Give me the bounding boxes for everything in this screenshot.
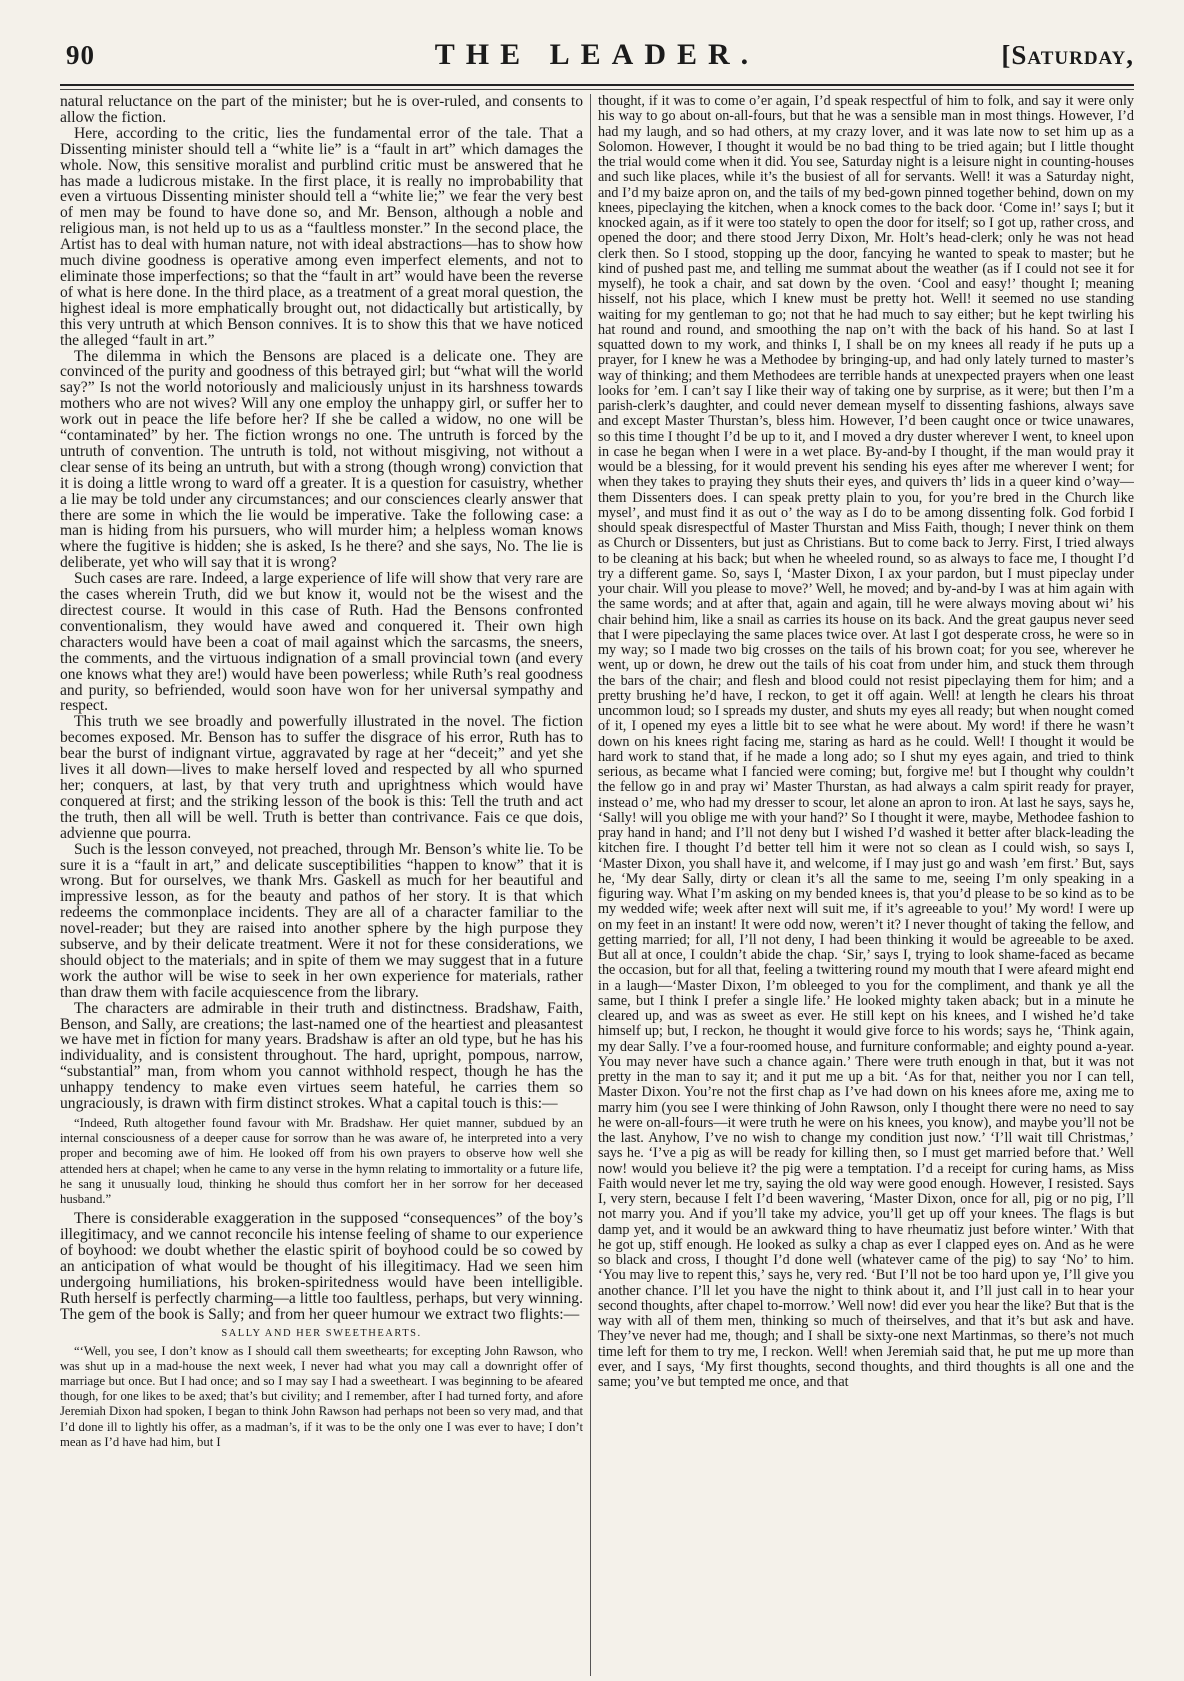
paragraph: This truth we see broadly and powerfully illustrated in the novel. The fiction becomes exposed. Mr. Benson has to suffer the disgrace of his error, Ruth has to bear the burst of indignant virtue, aggravated by rage at her “deceit;” and yet she lives it all down—lives to make herself loved and respected by all who spurned her; conquers, at last, by that very truth and uprightness which would have conquered at first; and the striking lesson of the book is this: Tell the truth and act the truth, then all will be well. Truth is better than contrivance. Fais ce que dois, advienne que pourra.	[60, 713, 583, 842]
paragraph: The characters are admirable in their truth and distinctness. Bradshaw, Faith, Benson, and Sally, are creations; the last-named one of the heartiest and pleasantest we have met in fiction for many years. Bradshaw is after an old type, but he has his individuality, and is consistent throughout. The hard, upright, pompous, narrow, “substantial” man, from whom you cannot withhold respect, though he has the unhappy tendency to make even virtues seem hateful, he carries them so ungraciously, is drawn with firm distinct strokes. What a capital touch is this:—	[60, 999, 583, 1113]
paragraph: Such cases are rare. Indeed, a large experience of life will show that very rare are the cases wherein Truth, did we but know it, would not be the wisest and the directest course. It would in this case of Ruth. Had the Bensons confronted conventionalism, they would have awed and conquered it. Their own high characters would have been a coat of mail against which the sarcasms, the sneers, the comments, and the virtuous indignation of a small provincial town (and every one knows what they are!) would have been powerless; while Ruth’s real goodness and purity, so befriended, would soon have won for her universal sympathy and respect.	[60, 570, 583, 715]
paragraph: thought, if it was to come o’er again, I’d speak respectful of him to folk, and say it were only his way to go about on-all-fours, but that he was a sensible man in most things. However, I’d had my laugh, and so had others, at my crazy lover, and it was late now to set him up as a Solomon. However, I thought it would be no bad thing to be tried again; but I little thought the trial would come when it did. You see, Saturday night is a leisure night in counting-houses and such like places, while it’s the busiest of all for servants. Well! it was a Saturday night, and I’d my baize apron on, and the tails of my bed-gown pinned together behind, down on my knees, pipeclaying the kitchen, when a knock comes to the back door. ‘Come in!’ says I; but it knocked again, as if it were too stately to open the door for itself; so I got up, rather cross, and opened the door; and there stood Jerry Dixon, Mr. Holt’s head-clerk; only he was not head clerk then. So I stood, stopping up the door, fancying he wanted to speak to master; but he kind of pushed past me, and telling me summat about the weather (as if I could not see it for myself), he took a chair, and sat down by the oven. ‘Cool and easy!’ thought I; meaning hisself, not his place, which I knew must be pretty hot. Well! it seemed no use standing waiting for my gentleman to go; not that he had much to say either; but he kept twirling his hat round and round, and smoothing the nap on’t with the back of his hand. So at last I squatted down to my work, and thinks I, I shall be on my knees all ready if he puts up a prayer, for I knew he was a Methodee by bringing-up, and had only lately turned to master’s way of thinking; and them Methodees are terrible hands at unexpected prayers when one least looks for ’em. I can’t say I like their way of taking one by surprise, as it were; but then I’m a parish-clerk’s daughter, and could never demean myself to dissenting fashions, always save and except Master Thurstan’s, bless him. However, I’d been caught once or twice unawares, so this time I thought I’d be up to it, and I moved a dry duster wherever I went, to kneel upon in case he began when I were in a wet place. By-and-by I thought, if the man would pray it would be a blessing, for it would prevent his sending his eyes after me wherever I went; for when they takes to praying they shuts their eyes, and quivers th’ lids in a queer kind o’way—them Dissenters does. I can speak pretty plain to you, for you’re bred in the Church like mysel’, and must find it as out o’ the way as I do to be among dissenting folk. God forbid I should speak disrespectful of Master Thurstan and Miss Faith, though; I never think on them as Church or Dissenters, but just as Christians. But to come back to Jerry. First, I tried always to be cleaning at his back; but when he wheeled round, so as always to face me, I thought I’d try a different game. So, says I, ‘Master Dixon, I ax your pardon, but I must pipeclay under your chair. Will you please to move?’ Well, he moved; and by-and-by I was at him again with the same words; and at after that, again and again, till he were always moving about wi’ his chair behind him, like a snail as carries its house on its back. And the great gaupus never seed that I were pipeclaying the same places twice over. At last I got desperate cross, he were so in my way; so I made two big crosses on the tails of his brown coat; for you see, wherever he went, up or down, he drew out the tails of his coat from under him, and stuck them through the bars of the chair; and flesh and blood could not resist pipeclaying them for him; and a pretty brushing he’d have, I reckon, to get it off again. Well! at length he clears his throat uncommon loud; so I spreads my duster, and shuts my eyes all ready; but when nought comed of it, I opened my eyes a little bit to see what he were about. My word! if there he wasn’t down on his knees right facing me, staring as hard as he could. Well! I thought it would be hard work to stand that, if he made a long ado; so I shut my eyes again, and tried to think serious, as became what I fancied were coming; but, forgive me! but I thought why couldn’t the fellow go in and pray wi’ Master Thurstan, as had always a calm spirit ready for prayer, instead o’ me, who had my dresser to scour, let alone an apron to iron. At last he says, says he, ‘Sally! will you oblige me with your hand?’ So I thought it were, maybe, Methodee fashion to pray hand in hand; and I’ll not deny but I wished I’d washed it better after black-leading the kitchen fire. I thought I’d better tell him it were not so clean as I could wish, so says I, ‘Master Dixon, you shall have it, and welcome, if I may just go and wash ’em first.’ But, says he, ‘My dear Sally, dirty or clean it’s all the same to me, seeing I’m only speaking in a figuring way. What I’m asking on my bended knees is, that you’d please to be so kind as to be my wedded wife; week after next will suit me, if it’s agreeable to you!’ My word! I were up on my feet in an instant! It were odd now, weren’t it? I never thought of taking the fellow, and getting married; for all, I’ll not deny, I had been thinking it would be agreeable to be axed. But all at once, I couldn’t abide the chap. ‘Sir,’ says I, trying to look shame-faced as became the occasion, but for all that, feeling a twittering round my mouth that I were afeard might end in a laugh—‘Master Dixon, I’m obleeged to you for the compliment, and thank ye all the same, but I think I prefer a single life.’ He looked mighty taken aback; but in a minute he cleared up, and was as sweet as ever. He still kept on his knees, and I wished he’d take himself up; but, I reckon, he thought it would give force to his words; says he, ‘Think again, my dear Sally. I’ve a four-roomed house, and furniture conformable; and eighty pound a-year. You may never have such a chance again.’ There were truth enough in that, but it was not pretty in the man to say it; and it put me up a bit. ‘As for that, neither you nor I can tell, Master Dixon. You’re not the first chap as I’ve had down on his knees afore me, axing me to marry him (you see I were thinking of John Rawson, only I thought there were no need to say he were on-all-fours—it were truth he were on his knees, you know), and maybe you’ll not be the last. Anyhow, I’ve no wish to change my condition just now.’ ‘I’ll wait till Christmas,’ says he. ‘I’ve a pig as will be ready for killing then, so I must get married before that.’ Well now! would you believe it? the pig were a temptation. I’d a receipt for curing hams, as Miss Faith would never let me try, saying the old way were good enough. However, I resisted. Says I, very stern, because I felt I’d been wavering, ‘Master Dixon, once for all, pig or no pig, I’ll not marry you. And if you’ll take my advice, you’ll get up off your knees. The flags is but damp yet, and it would be an awkward thing to have rheumatiz just before winter.’ With that he got up, stiff enough. He looked as sulky a chap as ever I clapped eyes on. And as he were so black and cross, I thought I’d done well (whatever came of the pig) to say ‘No’ to him. ‘You may live to repent this,’ says he, very red. ‘But I’ll not be too hard upon ye, I’ll give you another chance. I’ll let you have the night to think about it, and I’ll just call in to hear your second thoughts, after chapel to-morrow.’ Well now! did ever you hear the like? But that is the way with all of them men, thinking so much of theirselves, and that it’s but ask and have. They’ve never had me, though; and I shall be sixty-one next Martinmas, so there’s not much time left for them to try me, I reckon. Well! when Jeremiah said that, he put me up more than ever, and I says, ‘My first thoughts, second thoughts, and third thoughts is all one and the same; you’ve but tempted me once, and that	[598, 94, 1134, 1390]
header-rule-thin	[60, 89, 1134, 90]
paragraph: There is considerable exaggeration in the supposed “consequences” of the boy’s illegitimacy, and we cannot reconcile his intense feeling of shame to our experience of boyhood: we doubt whether the elastic spirit of boyhood could be so cowed by an anticipation of what would be thought of his illegitimacy. Had we seen him undergoing humiliations, his broken-spiritedness would have been intelligible. Ruth herself is perfectly charming—a little too faultless, perhaps, but very winning. The gem of the book is Sally; and from her queer humour we extract two flights:—	[60, 1210, 583, 1323]
masthead-title: THE LEADER.	[434, 38, 760, 71]
paragraph: Such is the lesson conveyed, not preached, through Mr. Benson’s white lie. To be sure it is a “fault in art,” and delicate susceptibilities “happen to know” that it is wrong. But for ourselves, we thank Mrs. Gaskell as much for her beautiful and impressive lesson, as for the beauty and pathos of her story. It is that which redeems the commonplace incidents. They are all of a character familiar to the novel-reader; but they are raised into another sphere by the high purpose they subserve, and by their delicate treatment. Were it not for these considerations, we should object to the materials; and in spite of them we may suggest that in a future work the author will be wise to seek in her own experience for materials, rather than draw them with facile acquiescence from the library.	[60, 840, 583, 1001]
block-quote: “‘Well, you see, I don’t know as I should call them sweethearts; for excepting John Rawson, who was shut up in a mad-house the next week, I never had what you may call a downright offer of marriage but once. But I had once; and so I may say I had a sweetheart. I was beginning to be afeared though, for one likes to be axed; that’s but civility; and I remember, after I had turned forty, and afore Jeremiah Dixon had spoken, I began to think John Rawson had perhaps not been so very mad, and that I’d done ill to lightly his offer, as a madman’s, if it was to be the only one I was ever to have; I don’t mean as I’d have had him, but I	[60, 1343, 583, 1449]
issue-day: [Saturday,	[1001, 40, 1134, 70]
paragraph: The dilemma in which the Bensons are placed is a delicate one. They are convinced of the purity and goodness of this betrayed girl; but “what will the world say?” Is not the world notoriously and maliciously unjust in its harshness towards mothers who are not wives? Will any one employ the unhappy girl, or suffer her to work out in peace the life before her? If she be called a widow, no one will be “contaminated” by her. The fiction wrongs no one. The untruth is forced by the untruth of convention. The untruth is told, not without misgiving, not without a clear sense of its being an untruth, but with a strong (though wrong) conviction that it is doing a little wrong to ward off a greater. It is a question for casuistry, whether a lie may be told under any circumstances; and our consciences clearly answer that there are some in which the lie would be imperative. Take the following case: a man is hiding from his pursuers, who will murder him; a helpless woman knows where the fugitive is hidden; she is asked, Is he there? and she says, No. The lie is deliberate, yet who will say that it is wrong?	[60, 347, 583, 572]
paragraph: natural reluctance on the part of the minister; but he is over-ruled, and consents to allow the fiction.	[60, 94, 583, 126]
paragraph: Here, according to the critic, lies the fundamental error of the tale. That a Dissenting minister should tell a “white lie” is a “fault in art” which damages the whole. Now, this sensitive moralist and purblind critic must be answered that he has made a ludicrous mistake. In the first place, it is really no improbability that even a virtuous Dissenting minister should tell a “white lie;” we fear the very best of men may be found to have done so, and Mr. Benson, although a noble and religious man, is not held up to us as a “faultless monster.” In the second place, the Artist has to deal with human nature, not with ideal abstractions—has to show how much divine goodness is operative among even imperfect elements, and not to eliminate those imperfections; so that the “fault in art” would have been the reverse of what is here done. In the third place, as a treatment of a great moral question, the highest ideal is more emphatically brought out, not didactically but artistically, by this very untruth at which Benson connives. It is to show this that we have noticed the alleged “fault in art.”	[60, 124, 583, 349]
section-heading: SALLY AND HER SWEETHEARTS.	[221, 1327, 422, 1339]
block-quote: “Indeed, Ruth altogether found favour with Mr. Bradshaw. Her quiet manner, subdued by an internal consciousness of a deeper cause for sorrow than he was aware of, he interpreted into a very proper and becoming awe of him. He looked off from his own prayers to observe how well she attended hers at chapel; when he came to any verse in the hymn relating to immortality or a future life, he sang it unusually loud, thinking he should thus comfort her in her sorrow for her deceased husband.”	[60, 1116, 583, 1207]
column-divider	[590, 94, 591, 1676]
header-rule-thick	[60, 84, 1134, 86]
page-header	[60, 40, 1134, 80]
right-column	[598, 94, 1134, 1676]
left-column	[60, 94, 583, 1676]
page-number: 90	[66, 40, 95, 70]
